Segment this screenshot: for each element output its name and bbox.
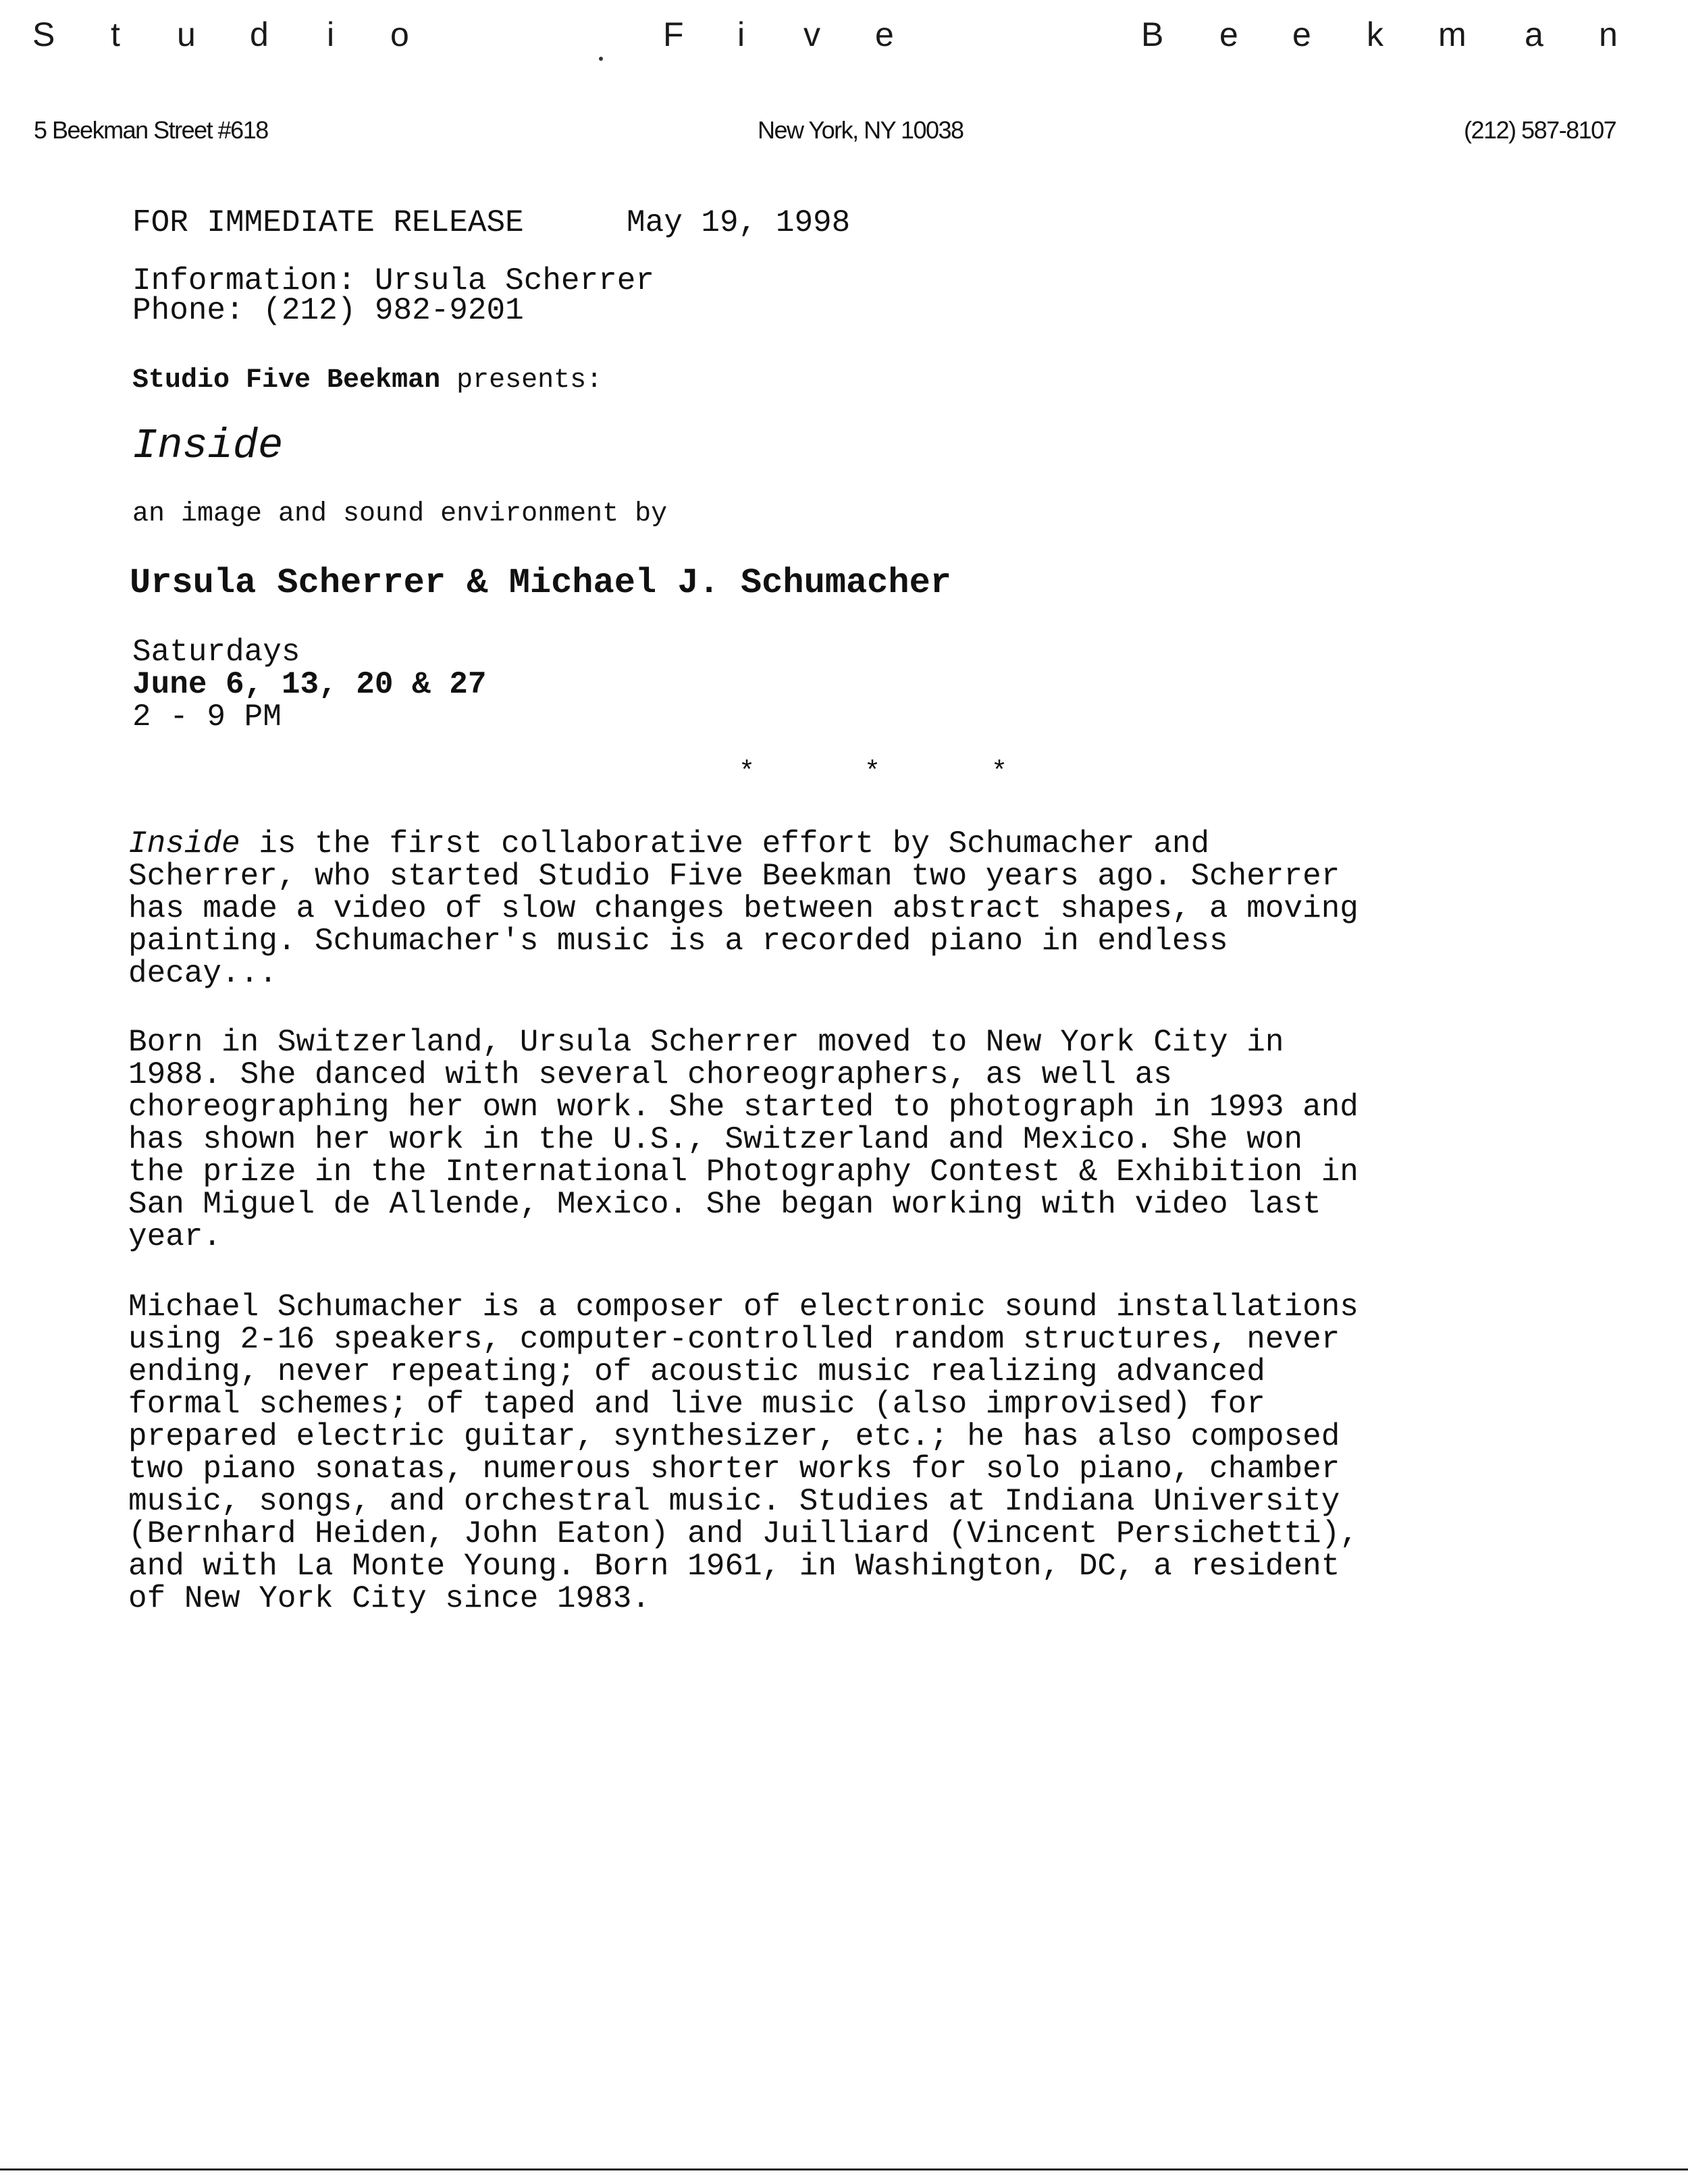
paragraph-line-text: is the first collaborative effort by Schumacher and	[240, 826, 1210, 861]
letterhead-letter: v	[803, 16, 820, 53]
letterhead-letter: o	[390, 16, 409, 53]
letterhead-letter: i	[327, 16, 335, 53]
paragraph-line: San Miguel de Allende, Mexico. She began working with video last	[128, 1187, 1321, 1222]
paragraph-line: choreographing her own work. She started to photograph in 1993 and	[128, 1090, 1359, 1125]
letterhead-letter: k	[1367, 16, 1383, 53]
address-city: New York, NY 10038	[758, 116, 964, 144]
presenter-verb: presents:	[456, 365, 603, 396]
page-bottom-edge	[0, 2168, 1688, 2170]
phone-label: Phone:	[132, 293, 244, 328]
paragraph-line: painting. Schumacher's music is a recorded piano in endless	[128, 924, 1228, 959]
show-day: Saturdays	[132, 635, 300, 670]
paragraph-line: the prize in the International Photography Contest & Exhibition in	[128, 1154, 1359, 1190]
show-dates: June 6, 13, 20 & 27	[132, 667, 487, 702]
phone-value: (212) 982-9201	[263, 293, 524, 328]
paragraph-line: has made a video of slow changes between abstract shapes, a moving	[128, 891, 1359, 926]
release-date: May 19, 1998	[627, 205, 851, 240]
paragraph-line: has shown her work in the U.S., Switzerland and Mexico. She won	[128, 1122, 1303, 1157]
letterhead-letter: t	[111, 16, 120, 53]
show-time: 2 - 9 PM	[132, 699, 282, 735]
letterhead-letter: a	[1525, 16, 1544, 53]
release-label: FOR IMMEDIATE RELEASE	[132, 205, 524, 240]
letterhead-letter: d	[250, 16, 269, 53]
show-title: Inside	[132, 422, 284, 470]
letterhead-letter: e	[1219, 16, 1238, 53]
letterhead-letter: n	[1599, 16, 1618, 53]
paragraph-line: of New York City since 1983.	[128, 1581, 650, 1616]
info-line	[132, 265, 654, 297]
separator-star: *	[864, 757, 881, 788]
paragraph-line: Born in Switzerland, Ursula Scherrer moved to New York City in	[128, 1025, 1284, 1060]
paragraph-line	[128, 828, 1411, 860]
letterhead-letter: u	[177, 16, 196, 53]
info-label: Information:	[132, 263, 357, 298]
letterhead-letter: e	[1292, 16, 1311, 53]
presenter-line	[132, 365, 602, 397]
paragraph-line: using 2-16 speakers, computer-controlled random structures, never	[128, 1322, 1340, 1357]
letterhead-letter: i	[737, 16, 745, 53]
address-phone: (212) 587-8107	[1464, 116, 1616, 144]
letterhead-dot	[599, 57, 603, 61]
paragraph-line: and with La Monte Young. Born 1961, in Washington, DC, a resident	[128, 1549, 1340, 1584]
letterhead-letter: B	[1141, 16, 1164, 53]
show-subtitle: an image and sound environment by	[132, 499, 668, 529]
address-street: 5 Beekman Street #618	[34, 116, 268, 144]
separator-star: *	[739, 757, 756, 788]
paragraph-line: two piano sonatas, numerous shorter works for solo piano, chamber	[128, 1451, 1340, 1487]
presenter-name: Studio Five Beekman	[132, 365, 441, 396]
letterhead-letter: e	[875, 16, 894, 53]
paragraph-line: (Bernhard Heiden, John Eaton) and Juilliard (Vincent Persichetti),	[128, 1516, 1359, 1551]
paragraph-line: music, songs, and orchestral music. Studies at Indiana University	[128, 1484, 1340, 1519]
paragraph-scherrer-bio	[128, 1026, 1411, 1253]
paragraph-schumacher-bio	[128, 1291, 1411, 1615]
paragraph-line: year.	[128, 1219, 222, 1254]
artists-line: Ursula Scherrer & Michael J. Schumacher	[130, 563, 951, 603]
separator-star: *	[991, 757, 1008, 788]
letterhead-letter: F	[663, 16, 684, 53]
paragraph-line: Michael Schumacher is a composer of electronic sound installations	[128, 1289, 1359, 1325]
info-value: Ursula Scherrer	[374, 263, 654, 298]
paragraph-line: decay...	[128, 956, 278, 991]
paragraph-line: prepared electric guitar, synthesizer, etc.; he has also composed	[128, 1419, 1340, 1454]
paragraph-intro	[128, 828, 1411, 990]
paragraph-line: ending, never repeating; of acoustic music realizing advanced	[128, 1354, 1265, 1389]
paragraph-line: 1988. She danced with several choreographers, as well as	[128, 1057, 1172, 1092]
paragraph-line: Scherrer, who started Studio Five Beekman two years ago. Scherrer	[128, 859, 1340, 894]
phone-line	[132, 294, 524, 327]
paragraph-line: formal schemes; of taped and live music (also improvised) for	[128, 1387, 1265, 1422]
letterhead-letter: S	[32, 16, 55, 53]
paragraph-lead-title: Inside	[128, 826, 240, 861]
letterhead	[0, 15, 1688, 69]
letterhead-letter: m	[1438, 16, 1467, 53]
